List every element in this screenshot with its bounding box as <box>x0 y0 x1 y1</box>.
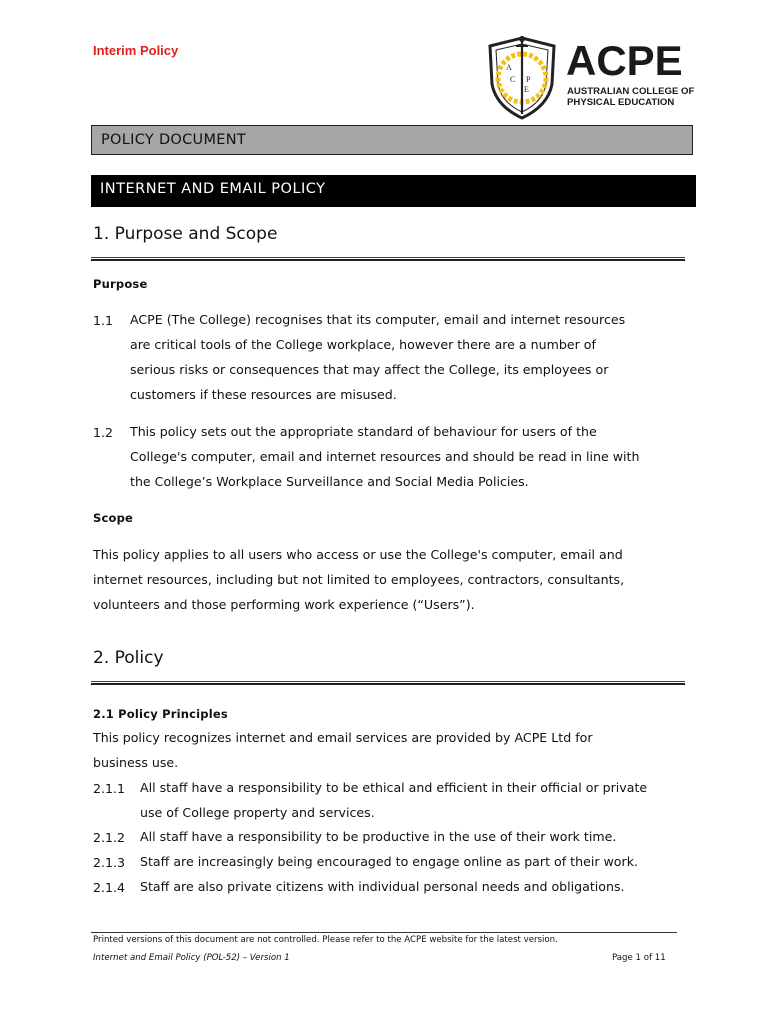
crest-letter: C <box>510 75 516 84</box>
text-line: ACPE (The College) recognises that its computer, email and internet resources <box>130 312 626 327</box>
text-line: This policy recognizes internet and email services are provided by ACPE Ltd for <box>93 730 593 745</box>
logo-subtitle <box>567 86 694 108</box>
footer-rule <box>91 932 677 933</box>
doc-type-label: POLICY DOCUMENT <box>101 132 247 148</box>
section1-rule <box>91 257 685 261</box>
principle-2-1-4 <box>140 874 675 899</box>
item-number: 2.1.1 <box>93 781 126 796</box>
acpe-crest-icon <box>486 34 558 120</box>
section1-heading: 1. Purpose and Scope <box>93 224 278 244</box>
text-line: Staff are increasingly being encouraged to engage online as part of their work. <box>140 854 638 869</box>
text-line: This policy applies to all users who access or use the College's computer, email and <box>93 547 623 562</box>
text-line: the College’s Workplace Surveillance and Social Media Policies. <box>130 474 529 489</box>
logo-wordmark: ACPE <box>566 37 683 84</box>
scope-label: Scope <box>93 511 134 525</box>
crest-letter: E <box>524 85 529 94</box>
item-number: 1.2 <box>93 425 114 440</box>
text-line: All staff have a responsibility to be ethical and efficient in their official or private <box>140 780 648 795</box>
text-line: Staff are also private citizens with individual personal needs and obligations. <box>140 879 625 894</box>
scope-paragraph <box>93 542 675 617</box>
item-number: 2.1.2 <box>93 830 126 845</box>
acpe-logo <box>486 34 698 120</box>
text-line: business use. <box>93 755 179 770</box>
footer-control-note: Printed versions of this document are not controlled. Please refer to the ACPE website for the latest version. <box>93 935 558 945</box>
purpose-label: Purpose <box>93 277 148 291</box>
item-number: 2.1.4 <box>93 880 126 895</box>
footer-page-number: Page 1 of 11 <box>612 953 666 963</box>
doc-title-bar <box>91 175 696 207</box>
principle-2-1-1 <box>140 775 675 825</box>
principle-2-1-2 <box>140 824 675 849</box>
principle-2-1-3 <box>140 849 675 874</box>
policy-principles-heading: 2.1 Policy Principles <box>93 707 228 721</box>
logo-subtitle-line1: AUSTRALIAN COLLEGE OF <box>567 86 695 97</box>
section2-heading: 2. Policy <box>93 648 164 668</box>
paragraph-1-2 <box>130 419 675 494</box>
footer-doc-reference: Internet and Email Policy (POL-52) – Version 1 <box>93 953 290 963</box>
text-line: volunteers and those performing work experience (“Users”). <box>93 597 475 612</box>
text-line: customers if these resources are misused. <box>130 387 397 402</box>
text-line: All staff have a responsibility to be productive in the use of their work time. <box>140 829 617 844</box>
text-line: College's computer, email and internet resources and should be read in line with <box>130 449 640 464</box>
crest-letter: P <box>526 75 531 84</box>
text-line: internet resources, including but not limited to employees, contractors, consultants, <box>93 572 625 587</box>
logo-subtitle-line2: PHYSICAL EDUCATION <box>567 97 675 108</box>
section2-rule <box>91 681 685 685</box>
text-line: use of College property and services. <box>140 805 375 820</box>
interim-policy-label: Interim Policy <box>93 43 179 58</box>
item-number: 2.1.3 <box>93 855 126 870</box>
doc-title: INTERNET AND EMAIL POLICY <box>100 181 326 197</box>
text-line: are critical tools of the College workplace, however there are a number of <box>130 337 596 352</box>
text-line: serious risks or consequences that may affect the College, its employees or <box>130 362 609 377</box>
text-line: This policy sets out the appropriate standard of behaviour for users of the <box>130 424 597 439</box>
item-number: 1.1 <box>93 313 114 328</box>
principles-intro <box>93 725 675 775</box>
doc-type-bar <box>91 125 693 155</box>
paragraph-1-1 <box>130 307 675 407</box>
crest-letter: A <box>506 63 512 72</box>
